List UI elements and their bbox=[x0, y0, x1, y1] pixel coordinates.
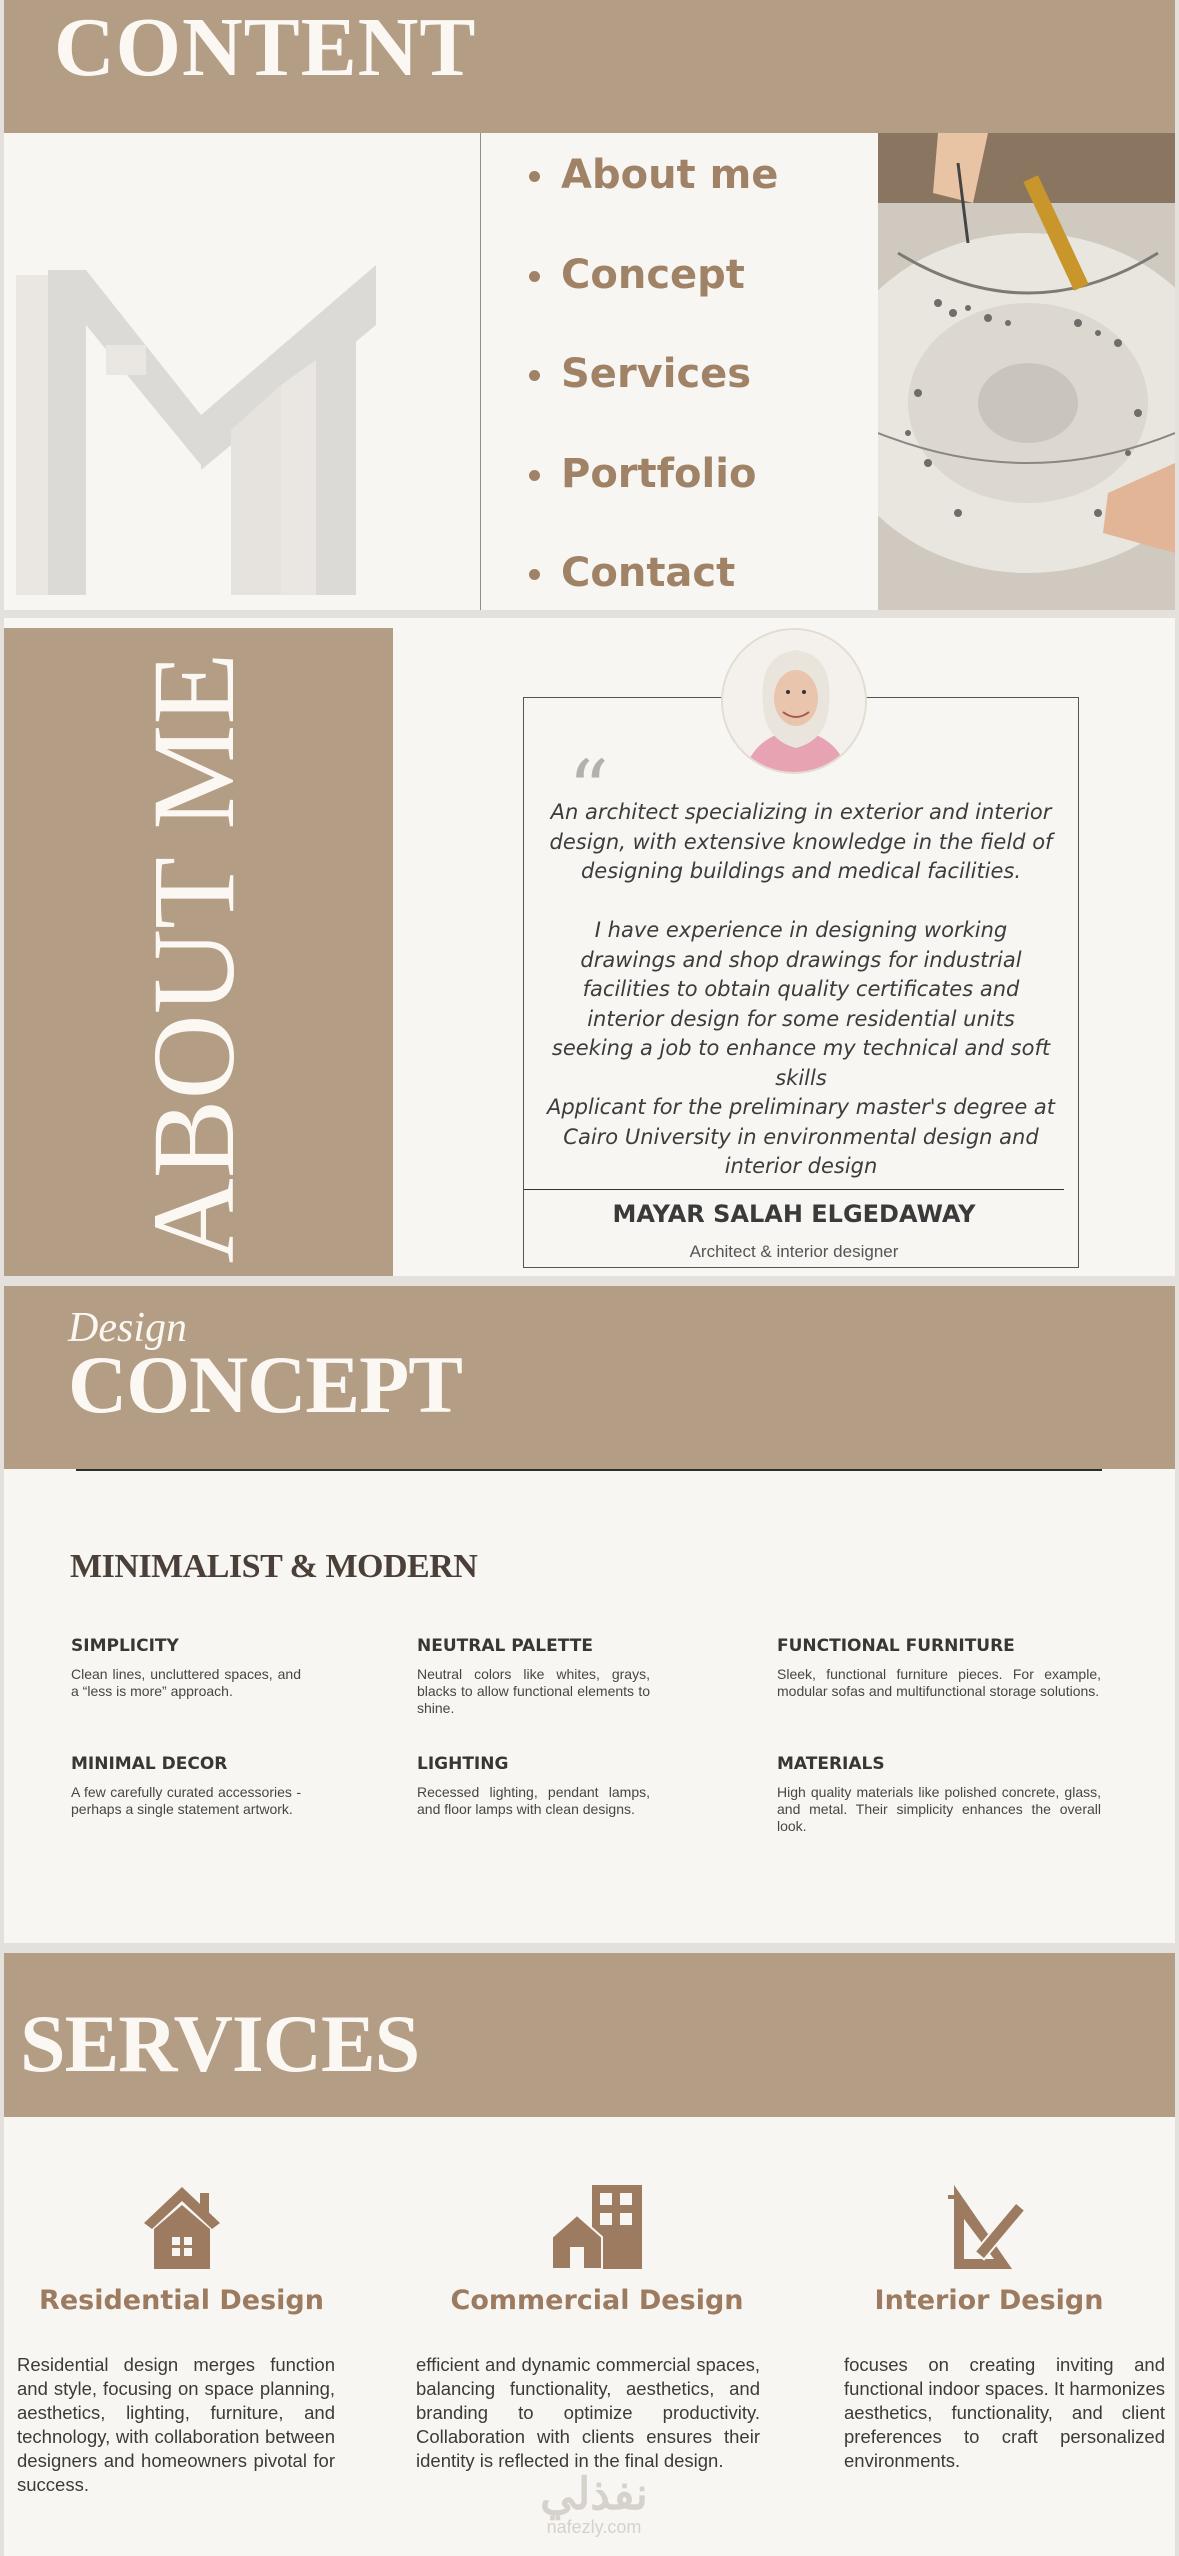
menu-item-about[interactable]: About me bbox=[525, 150, 778, 250]
quote-icon: “ bbox=[568, 743, 609, 836]
feature-neutral-palette bbox=[417, 1636, 650, 1717]
drafting-tools-icon bbox=[948, 2185, 1030, 2269]
concept-script-label: Design bbox=[68, 1305, 187, 1351]
m-monogram-logo bbox=[16, 265, 376, 605]
bio-paragraph-3: Applicant for the preliminary master's degree at Cairo University in environmental design and interior design bbox=[546, 1095, 1056, 1178]
contents-list bbox=[525, 150, 778, 610]
feature-functional-furniture bbox=[777, 1636, 1101, 1700]
content-title: CONTENT bbox=[54, 1, 477, 94]
feature-materials bbox=[777, 1754, 1101, 1835]
feature-minimal-decor bbox=[71, 1754, 301, 1818]
house-icon bbox=[142, 2185, 222, 2269]
feature-title: SIMPLICITY bbox=[71, 1636, 179, 1656]
watermark-logo bbox=[524, 2470, 664, 2538]
feature-title: LIGHTING bbox=[417, 1754, 509, 1774]
profile-card bbox=[523, 697, 1079, 1268]
feature-text: Neutral colors like whites, grays, blacks to allow functional elements to shine. bbox=[417, 1666, 650, 1716]
watermark-arabic: نفذلي bbox=[540, 2470, 648, 2519]
service-title-residential: Residential Design bbox=[39, 2285, 324, 2316]
feature-text: Clean lines, uncluttered spaces, and a “less is more” approach. bbox=[71, 1666, 301, 1699]
concept-slide bbox=[4, 1286, 1175, 1943]
services-slide bbox=[4, 1953, 1175, 2556]
content-slide bbox=[4, 0, 1175, 610]
service-desc-interior: focuses on creating inviting and functional indoor spaces. It harmonizes aesthetics, functionality, and client preferences to craft personalized environments. bbox=[844, 2354, 1165, 2471]
profile-avatar bbox=[721, 628, 867, 774]
feature-text: Sleek, functional furniture pieces. For example, modular sofas and multifunctional storage solutions. bbox=[777, 1666, 1101, 1699]
architecture-model-photo bbox=[878, 133, 1175, 610]
service-title-commercial: Commercial Design bbox=[450, 2285, 744, 2316]
feature-text: A few carefully curated accessories - perhaps a single statement artwork. bbox=[71, 1784, 301, 1817]
feature-title: NEUTRAL PALETTE bbox=[417, 1636, 593, 1656]
feature-title: FUNCTIONAL FURNITURE bbox=[777, 1636, 1015, 1656]
concept-subtitle: MINIMALIST & MODERN bbox=[70, 1548, 478, 1585]
bio-paragraph-1: An architect specializing in exterior and interior design, with extensive knowledge in the field of designing buildings and medical facilities. bbox=[549, 800, 1053, 883]
feature-lighting bbox=[417, 1754, 650, 1818]
menu-item-contact[interactable]: Contact bbox=[525, 548, 778, 610]
card-divider bbox=[524, 1189, 1064, 1190]
bio-paragraph-2: I have experience in designing working drawings and shop drawings for industrial facilities to obtain quality certificates and interior design for some residential units seeking a job to enhance my technical and soft skills bbox=[551, 918, 1051, 1090]
concept-title: CONCEPT bbox=[68, 1339, 462, 1430]
watermark-latin: nafezly.com bbox=[546, 2517, 642, 2537]
service-desc-residential: Residential design merges function and style, focusing on space planning, aesthetics, lighting, furniture, and technology, with collaboration between designers and homeowners pivotal for success. bbox=[17, 2354, 335, 2495]
about-side-panel bbox=[4, 628, 393, 1276]
person-role: Architect & interior designer bbox=[689, 1242, 899, 1261]
menu-item-concept[interactable]: Concept bbox=[525, 250, 778, 350]
feature-text: High quality materials like polished concrete, glass, and metal. Their simplicity enhances the overall look. bbox=[777, 1784, 1101, 1834]
menu-item-portfolio[interactable]: Portfolio bbox=[525, 449, 778, 549]
about-slide bbox=[4, 618, 1175, 1276]
service-title-interior: Interior Design bbox=[874, 2285, 1104, 2316]
services-title: SERVICES bbox=[20, 1998, 420, 2089]
service-desc-commercial: efficient and dynamic commercial spaces, balancing functionality, aesthetics, and branding to optimize productivity. Collaboration with clients ensures their identity is reflected in the final design. bbox=[416, 2354, 760, 2471]
menu-item-services[interactable]: Services bbox=[525, 349, 778, 449]
header-underline bbox=[76, 1469, 1102, 1471]
feature-text: Recessed lighting, pendant lamps, and floor lamps with clean designs. bbox=[417, 1784, 650, 1817]
feature-title: MATERIALS bbox=[777, 1754, 885, 1774]
buildings-icon bbox=[552, 2185, 642, 2269]
feature-simplicity bbox=[71, 1636, 301, 1700]
vertical-divider bbox=[480, 133, 481, 610]
feature-title: MINIMAL DECOR bbox=[71, 1754, 228, 1774]
person-name: MAYAR SALAH ELGEDAWAY bbox=[612, 1200, 976, 1228]
about-title: ABOUT ME bbox=[128, 652, 259, 1264]
